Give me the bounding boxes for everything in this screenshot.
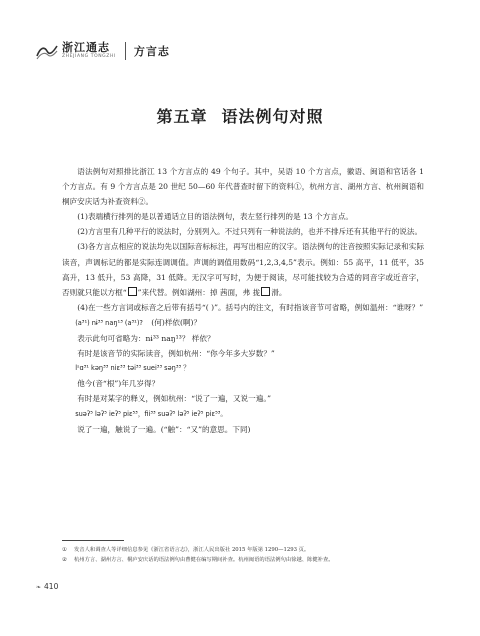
paragraph-note-3-tail: ”来代替。例如湖州：掉 茜面，弗 拢 [137,287,261,297]
page-number-text: 410 [44,582,59,591]
running-header [36,38,170,64]
header-divider [125,42,126,60]
footnote-mark: ① [62,547,67,553]
example-line: 说了一遍，触说了一遍。(“触”：“又”的意思。下同) [77,424,251,434]
example-ipa: lˢɑ³¹ kəŋ³³ niɛ³³ təi³³ suei³³ səŋ³³ ？ [75,364,190,373]
example-line: 他今(音“根”)年几岁得？ [77,379,160,389]
footnotes [62,546,424,565]
footnote-mark: ② [62,556,67,563]
footnote-text: 杭州方言、湖州方言、桐庐安庆话的语法例句由曹健在编写期间补查。杭州闽语的语法例句由徐越、陈健补查。 [74,556,334,563]
chapter-name: 语法例句对照 [221,107,324,126]
body-text [62,164,424,437]
ornament-icon: ❧ [36,584,42,591]
logo [36,42,116,60]
paragraph-intro: 语法例句对照排比浙江 13 个方言点的 49 个句子。其中，吴语 10 个方言点，徽语、闽语和官话各 1 个方言点。有 9 个方言点是 20 世纪 50—60 年代普查时留下的资料①，杭州方言、湖州方言、杭州闽语和桐庐安庆话为补查资料②。 [62,167,424,207]
chapter-title [0,104,480,127]
page-number [36,582,58,591]
example-ipa [62,315,424,331]
paragraph-note-2: (2)方言里有几种平行的说法时，分别列入。不过只列有一种说法的，也并不排斥还有其他平行的说法。 [77,227,423,237]
chapter-number: 第五章 [156,107,208,126]
example-ipa: suəʔ⁵ ləʔ⁵ ieʔ⁵ piɛ⁵³，fii³³ suəʔ⁵ ləʔ⁵ ieʔ⁵ piɛ⁵³。 [75,409,227,418]
placeholder-box [128,287,137,296]
paragraph-note-3-end: 滑。 [271,287,287,297]
wave-emblem-icon [36,42,58,60]
example-gloss: (何)样依(啊)？ [151,317,202,327]
footnote [62,546,424,556]
example-line: 有时是该音节的实际读音，例如杭州：“你今年多大岁数？” [77,349,275,359]
logo-sub-text: ZHEJIANG TONGZHI [62,54,116,60]
footnote-text: 发音人和调查人等详细信息参见《浙江省语言志》，浙江人民出版社 2015 年版第 1290—1293 页。 [74,547,310,553]
footnote [62,556,424,566]
paragraph-note-4: (4)在一些方言词或标音之后带有括号“( )”。括号内的注文，有时指该音节可省略，例如温州：“谁呀？” [77,302,424,312]
example-ipa-text: (a³¹) nɨ³³ naŋ¹³ (a³¹)? [75,318,143,327]
placeholder-box [261,287,270,296]
footnote-rule [62,540,124,541]
example-line: 表示此句可省略为：nɨ³³ naŋ¹³？ 样依？ [77,334,215,344]
example-line: 有时是对某字的释义，例如杭州：“说了一遍，又说一遍。” [77,394,271,404]
paragraph-note-1: (1)表端横行排列的是以普通话立目的语法例句，表左竖行排列的是 13 个方言点。 [77,212,354,222]
logo-main-text: 浙江通志 [62,41,110,55]
paragraph-note-3 [62,239,424,299]
paragraph-note-3-text: (3)各方言点相应的说法均先以国际音标标注，再写出相应的汉字。语法例句的注音按照实际记录和实际读音，声调标记的都是实际连调调值。声调的调值用数码“1,2,3,4,5”表示。例如：55 高平，11 低平，35 高升，13 低升，53 高降，31 低降。无汉字可写时，为便于阅读，尽可能找较为合适的同音字或近音字，否则就只能以方框“ [62,242,424,297]
volume-title: 方言志 [133,45,170,58]
